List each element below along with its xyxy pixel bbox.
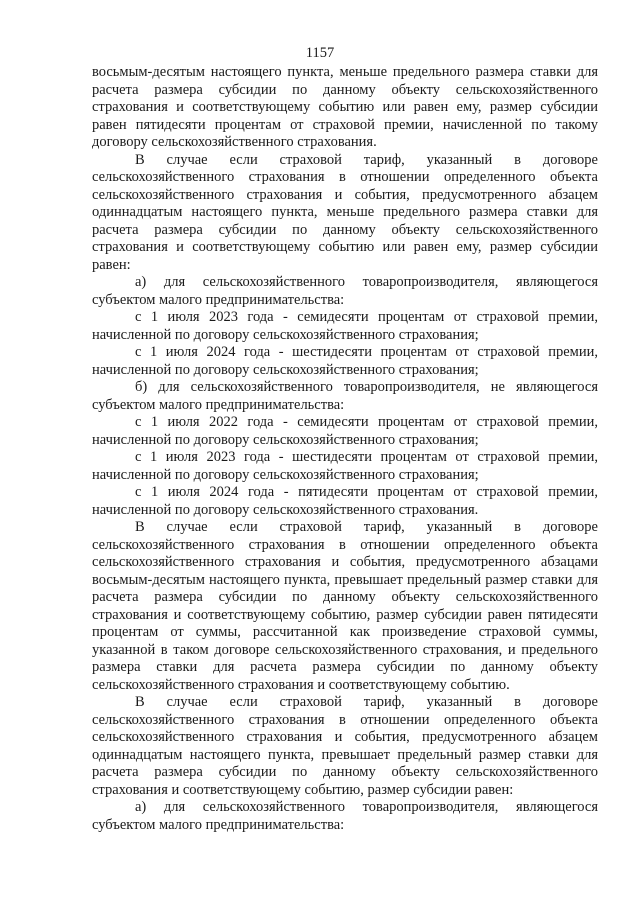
paragraph-july-2023-seventy: с 1 июля 2023 года - семидесяти процентам от страховой премии, начисленной по договору сельскохозяйственного страхования; [92, 309, 598, 343]
paragraph-july-2023-sixty: с 1 июля 2023 года - шестидесяти процентам от страховой премии, начисленной по договору сельскохозяйственного страхования; [92, 449, 598, 483]
paragraph-item-a-small-business-repeat: а) для сельскохозяйственного товаропроизводителя, являющегося субъектом малого предпринимательства: [92, 799, 598, 833]
paragraph-tariff-eighth-tenth-exceeding: В случае если страховой тариф, указанный в договоре сельскохозяйственного страхования в отношении определенного объекта сельскохозяйственного страхования и события, предусмотренного абзацами восьмым-десятым настоящего пункта, превышает предельный размер ставки для расчета размера субсидии по данному объекту сельскохозяйственного страхования и соответствующему событию, размер субсидии равен пятидесяти процентам от суммы, рассчитанной как произведение страховой суммы, указанной в таком договоре сельскохозяйственного страхования, и предельного размера ставки для расчета размера субсидии по данному объекту сельскохозяйственного страхования и соответствующему событию. [92, 519, 598, 693]
paragraph-july-2022-seventy: с 1 июля 2022 года - семидесяти процентам от страховой премии, начисленной по договору сельскохозяйственного страхования; [92, 414, 598, 448]
paragraph-july-2024-fifty: с 1 июля 2024 года - пятидесяти процентам от страховой премии, начисленной по договору сельскохозяйственного страхования. [92, 484, 598, 518]
page-number: 1157 [305, 45, 335, 61]
paragraph-continuation: восьмым-десятым настоящего пункта, меньше предельного размера ставки для расчета размера субсидии по данному объекту сельскохозяйственного страхования и соответствующему событию или равен ему, размер субсидии равен пятидесяти процентам от страховой премии, начисленной по такому договору сельскохозяйственного страхования. [92, 64, 598, 150]
paragraph-item-a-small-business: а) для сельскохозяйственного товаропроизводителя, являющегося субъектом малого предпринимательства: [92, 274, 598, 308]
paragraph-tariff-eleventh-not-exceeding: В случае если страховой тариф, указанный в договоре сельскохозяйственного страхования в отношении определенного объекта сельскохозяйственного страхования и события, предусмотренного абзацем одиннадцатым настоящего пункта, меньше предельного размера ставки для расчета размера субсидии по данному объекту сельскохозяйственного страхования и соответствующему событию или равен ему, размер субсидии равен: [92, 151, 598, 273]
paragraph-item-b-not-small-business: б) для сельскохозяйственного товаропроизводителя, не являющегося субъектом малого предпринимательства: [92, 379, 598, 413]
paragraph-tariff-eleventh-exceeding: В случае если страховой тариф, указанный в договоре сельскохозяйственного страхования в отношении определенного объекта сельскохозяйственного страхования и события, предусмотренного абзацем одиннадцатым настоящего пункта, превышает предельный размер ставки для расчета размера субсидии по данному объекту сельскохозяйственного страхования и соответствующему событию, размер субсидии равен: [92, 694, 598, 798]
paragraph-july-2024-sixty: с 1 июля 2024 года - шестидесяти процентам от страховой премии, начисленной по договору сельскохозяйственного страхования; [92, 344, 598, 378]
document-body [92, 64, 598, 834]
